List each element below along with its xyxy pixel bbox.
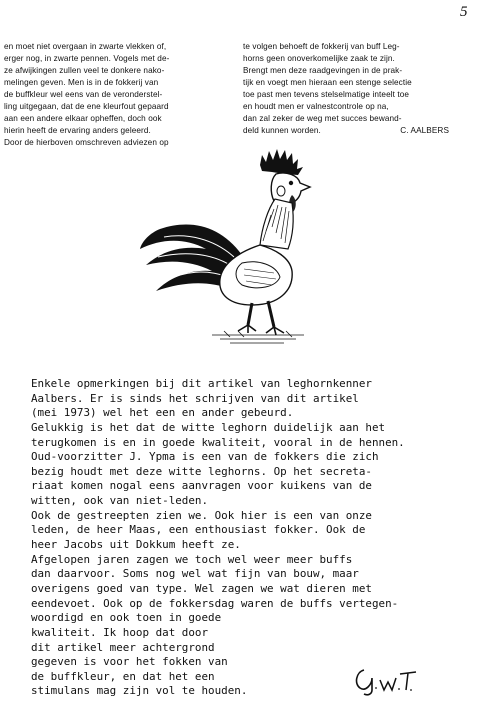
right-column-line: en houdt men er valnestcontrole op na, [243,102,389,111]
editorial-line: Oud-voorzitter J. Ypma is een van de fokkers die zich [31,450,379,464]
rooster-illustration [134,145,334,350]
right-column-line: te volgen behoeft de fokkerij van buff Leg- [243,42,400,51]
right-column-line: deld kunnen worden. [243,126,321,135]
right-column-closing-line [243,125,449,137]
editorial-line: dit artikel meer achtergrond [31,640,215,654]
left-column [4,41,222,149]
editorial-line: Afgelopen jaren zagen we toch wel weer meer buffs [31,552,353,566]
left-column-line: erger nog, in zwarte pennen. Vogels met de- [4,54,170,63]
right-column-line: horns geen onoverkomelijke zaak te zijn. [243,54,395,63]
left-column-line: ling uitgegaan, dat de ene kleurfout gepaard [4,102,169,111]
editorial-note [31,377,471,699]
editorial-line: gegeven is voor het fokken van [31,655,228,669]
page-number: 5 [460,4,468,20]
editorial-line: woordigd en ook toen in goede [31,611,222,625]
left-column-line: hierin heeft de ervaring anders geleerd. [4,126,151,135]
editorial-line: (mei 1973) wel het een en ander gebeurd. [31,406,294,420]
left-column-line: de buffkleur wel eens van de veronderstel- [4,90,163,99]
right-column [243,41,449,137]
left-column-line: aan een andere elkaar opheffen, doch ook [4,114,162,123]
left-column-line: melingen geven. Men is in de fokkerij van [4,78,159,87]
editorial-line: Ook de gestreepten zien we. Ook hier is een van onze [31,508,372,522]
author-name: C. AALBERS [400,126,449,135]
editorial-line: riaat komen nogal eens aanvragen voor kuikens van de [31,479,372,493]
editorial-line: Enkele opmerkingen bij dit artikel van leghornkenner [31,377,372,390]
left-column-line: ze afwijkingen zullen veel te donkere nako- [4,66,165,75]
editorial-line: kwaliteit. Ik hoop dat door [31,625,209,639]
editorial-line: leden, de heer Maas, een enthousiast fokker. Ook de [31,523,366,537]
editorial-line: terugkomen is en in goede kwaliteit, vooral in de hennen. [31,435,405,449]
editorial-line: heer Jacobs uit Dokkum heeft ze. [31,538,241,552]
editorial-line: dan daarvoor. Soms nog wel wat fijn van bouw, maar [31,567,359,581]
handwritten-signature [350,660,420,696]
left-column-line: Door de hierboven omschreven adviezen op [4,138,169,147]
editorial-line: witten, ook van niet-leden. [31,494,209,508]
editorial-line: eendevoet. Ook op de fokkersdag waren de buffs vertegen- [31,596,399,610]
editorial-line: overigens goed van type. Wel zagen we wat dieren met [31,581,372,595]
right-column-line: toe past men tevens stelselmatige inteelt toe [243,90,410,99]
editorial-line: Gelukkig is het dat de witte leghorn duidelijk aan het [31,420,386,434]
right-column-line: dan zal zeker de weg met succes bewand- [243,114,402,123]
left-column-line: en moet niet overgaan in zwarte vlekken of, [4,42,167,51]
editorial-line: stimulans mag zijn vol te houden. [31,684,248,698]
right-column-line: tijk en voegt men hieraan een stenge selectie [243,78,412,87]
editorial-line: Aalbers. Er is sinds het schrijven van dit artikel [31,391,359,405]
right-column-line: Brengt men deze raadgevingen in de prak- [243,66,403,75]
editorial-line: de buffkleur, en dat het een [31,669,215,683]
editorial-line: bezig houdt met deze witte leghorns. Op het secreta- [31,464,372,478]
